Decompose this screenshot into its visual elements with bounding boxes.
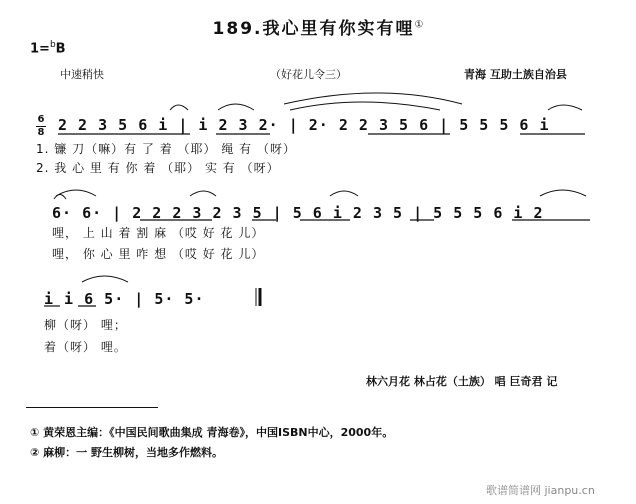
notation-line-1: 2 2 3 5 6 i | i 2 3 2· | 2· 2 2 3 5 6 | 5 5 5 6 i xyxy=(58,116,550,134)
key-note: B xyxy=(55,41,66,57)
notation-line-2: 6· 6· | 2 2 2 3 2 3 5 | 5 6 i 2 3 5 | 5 5 5 6 i 2 xyxy=(52,204,544,222)
lyric-line-2-verse-1: 哩， 上 山 着 割 麻 （哎 好 花 儿） xyxy=(52,226,265,240)
lyric-line-3-verse-2: 着（呀） 哩。 xyxy=(44,340,127,354)
notation-line-3: i i 6 5· | 5· 5· xyxy=(44,290,205,308)
flat-sign: b xyxy=(49,40,56,50)
slur xyxy=(330,191,358,196)
lyric-line-1-verse-1: 1. 镰 刀（嘛）有 了 着 （耶） 绳 有 （呀） xyxy=(36,142,296,156)
region-label: 青海 互助土族自治县 xyxy=(464,68,567,81)
slur xyxy=(548,105,582,110)
footnote-divider xyxy=(26,407,158,408)
slur xyxy=(82,276,128,282)
tempo-marking: 中速稍快 xyxy=(60,68,104,81)
slur xyxy=(218,104,254,110)
key-signature: 1=$^b$B xyxy=(30,40,66,57)
song-title-text: 我心里有你实有哩 xyxy=(262,19,415,39)
slur xyxy=(540,190,586,196)
lyric-line-3-verse-1: 柳（呀） 哩； xyxy=(44,318,127,332)
watermark: 歌谱简谱网 jianpu.cn xyxy=(486,484,595,497)
song-number: 189. xyxy=(212,19,263,39)
slur xyxy=(190,191,216,196)
lyric-line-2-verse-2: 哩， 你 心 里 咋 想 （哎 好 花 儿） xyxy=(52,247,265,261)
tune-name: （好花儿令三） xyxy=(270,68,347,81)
title-footnote-mark: ① xyxy=(414,19,424,31)
time-signature: 6 8 xyxy=(37,114,45,138)
slur xyxy=(170,105,188,110)
lyric-line-1-verse-2: 2. 我 心 里 有 你 着 （耶） 实 有 （呀） xyxy=(36,161,280,175)
footnote-2: ② 麻柳：一 野生柳树，当地多作燃料。 xyxy=(30,446,223,459)
slur xyxy=(290,102,440,110)
footnote-1: ① 黄荣恩主编：《中国民间歌曲集成 青海卷》，中国ISBN中心，2000年。 xyxy=(30,426,394,439)
fermata xyxy=(54,195,66,200)
performer-credit: 林六月花 林占花（土族） 唱 巨奇君 记 xyxy=(366,375,558,388)
